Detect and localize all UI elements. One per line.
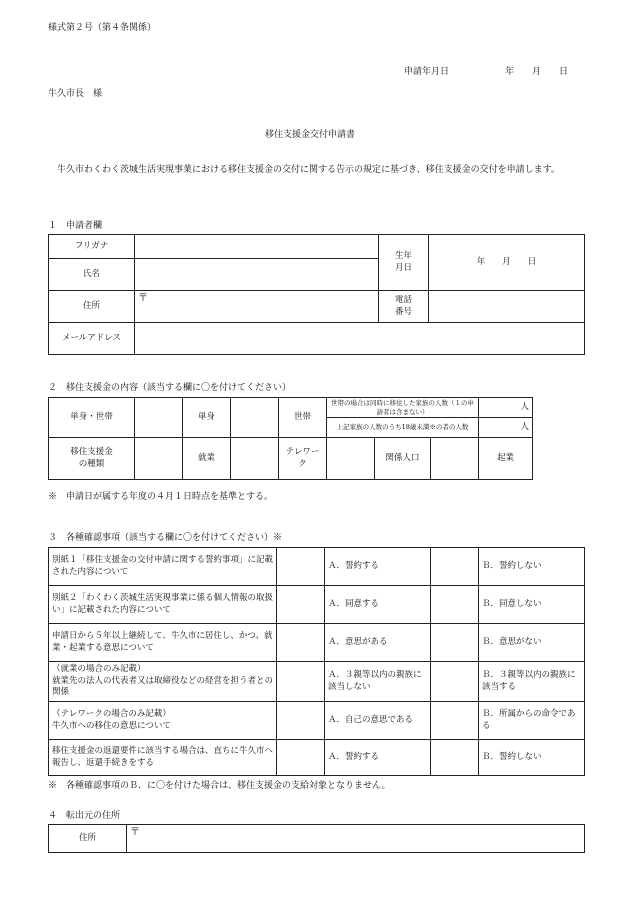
application-date-value: 年 月 日	[505, 67, 569, 77]
application-date-label: 申請年月日	[404, 67, 450, 77]
confirm-item: 別紙１「移住支援金の交付申請に関する誓約事項」に記載された内容について	[49, 548, 277, 586]
confirm-option-a: Ａ．自己の意思である	[325, 702, 431, 740]
confirm-a-mark-cell[interactable]	[277, 548, 325, 586]
confirm-option-a: Ａ．３親等以内の親族に該当しない	[325, 662, 431, 702]
single-mark-cell[interactable]	[231, 398, 279, 438]
intro-text: 牛久市わくわく茨城生活実現事業における移住支援金の交付に関する告示の規定に基づき、移住支援金の交付を申請します。	[48, 165, 560, 175]
related-population-label: 関係人口	[375, 438, 431, 480]
household-label: 世帯	[279, 398, 327, 438]
telework-label: テレワーク	[279, 438, 327, 480]
confirm-b-mark-cell[interactable]	[431, 548, 479, 586]
confirm-a-mark-cell[interactable]	[277, 624, 325, 662]
previous-address-label: 住所	[49, 825, 127, 853]
confirm-option-a: Ａ．同意する	[325, 586, 431, 624]
name-field[interactable]	[135, 259, 379, 291]
section1-heading: １ 申請者欄	[48, 221, 103, 231]
furigana-field[interactable]	[135, 235, 379, 259]
confirm-option-a: Ａ．意思がある	[325, 624, 431, 662]
confirm-b-mark-cell[interactable]	[431, 702, 479, 740]
family-count-field[interactable]: 人	[479, 398, 533, 418]
form-number: 様式第２号（第４条関係）	[48, 23, 157, 33]
confirm-a-mark-cell[interactable]	[277, 702, 325, 740]
section4-heading: ４ 転出元の住所	[48, 811, 121, 821]
section3-note: ※ 各種確認事項のＢ．に〇を付けた場合は、移住支援金の支給対象となりません。	[48, 781, 391, 791]
phone-field[interactable]	[429, 291, 585, 323]
single-household-blank[interactable]	[135, 398, 183, 438]
support-type-label: 移住支援金 の種類	[49, 438, 135, 480]
confirm-a-mark-cell[interactable]	[277, 662, 325, 702]
confirm-option-a: Ａ．誓約する	[325, 740, 431, 776]
under18-count-field[interactable]: 人	[479, 418, 533, 438]
section2-heading: ２ 移住支援金の内容（該当する欄に〇を付けてください）	[48, 383, 292, 393]
previous-address-table	[48, 824, 585, 853]
confirm-item: （テレワークの場合のみ記載） 牛久市への移住の意思について	[49, 702, 277, 740]
addressee: 牛久市長 様	[48, 89, 103, 99]
confirm-option-b: Ｂ．誓約しない	[479, 740, 585, 776]
address-label: 住所	[49, 291, 135, 323]
family-count-label: 世帯の場合は同時に移住した家族の人数（１の申請者は含まない）	[327, 398, 479, 418]
confirm-item: 別紙２「わくわく茨城生活実現事業に係る個人情報の取扱い」に記載された内容について	[49, 586, 277, 624]
confirm-b-mark-cell[interactable]	[431, 662, 479, 702]
birthdate-label: 生年 月日	[379, 235, 429, 291]
single-label: 単身	[183, 398, 231, 438]
email-label: メールアドレス	[49, 323, 135, 355]
employment-label: 就業	[183, 438, 231, 480]
confirm-option-a: Ａ．誓約する	[325, 548, 431, 586]
furigana-label: フリガナ	[49, 235, 135, 259]
telework-mark-cell[interactable]	[327, 438, 375, 480]
confirm-option-b: Ｂ．誓約しない	[479, 548, 585, 586]
previous-address-field[interactable]: 〒	[127, 825, 585, 853]
under18-count-label: 上記家族の人数のうち18歳未満※の者の人数	[327, 418, 479, 438]
confirm-a-mark-cell[interactable]	[277, 740, 325, 776]
single-household-label: 単身・世帯	[49, 398, 135, 438]
support-type-blank[interactable]	[135, 438, 183, 480]
support-content-table	[48, 397, 533, 480]
confirm-b-mark-cell[interactable]	[431, 624, 479, 662]
confirm-option-b: Ｂ．所属からの命令である	[479, 702, 585, 740]
startup-label: 起業	[479, 438, 533, 480]
email-field[interactable]	[135, 323, 585, 355]
confirm-item: （就業の場合のみ記載） 就業先の法人の代表者又は取締役などの経営を担う者との関係	[49, 662, 277, 702]
confirm-b-mark-cell[interactable]	[431, 586, 479, 624]
applicant-table	[48, 234, 585, 355]
confirm-item: 移住支援金の返還要件に該当する場合は、直ちに牛久市へ報告し、返還手続きをする	[49, 740, 277, 776]
confirm-option-b: Ｂ．意思がない	[479, 624, 585, 662]
phone-label: 電話 番号	[379, 291, 429, 323]
address-field[interactable]: 〒	[135, 291, 379, 323]
document-title: 移住支援金交付申請書	[265, 130, 356, 140]
section3-heading: ３ 各種確認事項（該当する欄に〇を付けてください）※	[48, 533, 283, 543]
section2-note: ※ 申請日が属する年度の４月１日時点を基準とする。	[48, 492, 274, 502]
birthdate-field[interactable]: 年 月 日	[429, 235, 585, 291]
confirmation-table	[48, 547, 585, 776]
confirm-option-b: Ｂ．同意しない	[479, 586, 585, 624]
name-label: 氏名	[49, 259, 135, 291]
confirm-a-mark-cell[interactable]	[277, 586, 325, 624]
confirm-b-mark-cell[interactable]	[431, 740, 479, 776]
confirm-option-b: Ｂ．３親等以内の親族に該当する	[479, 662, 585, 702]
related-population-mark-cell[interactable]	[431, 438, 479, 480]
confirm-item: 申請日から５年以上継続して、牛久市に居住し、かつ、就業・起業する意思について	[49, 624, 277, 662]
employment-mark-cell[interactable]	[231, 438, 279, 480]
